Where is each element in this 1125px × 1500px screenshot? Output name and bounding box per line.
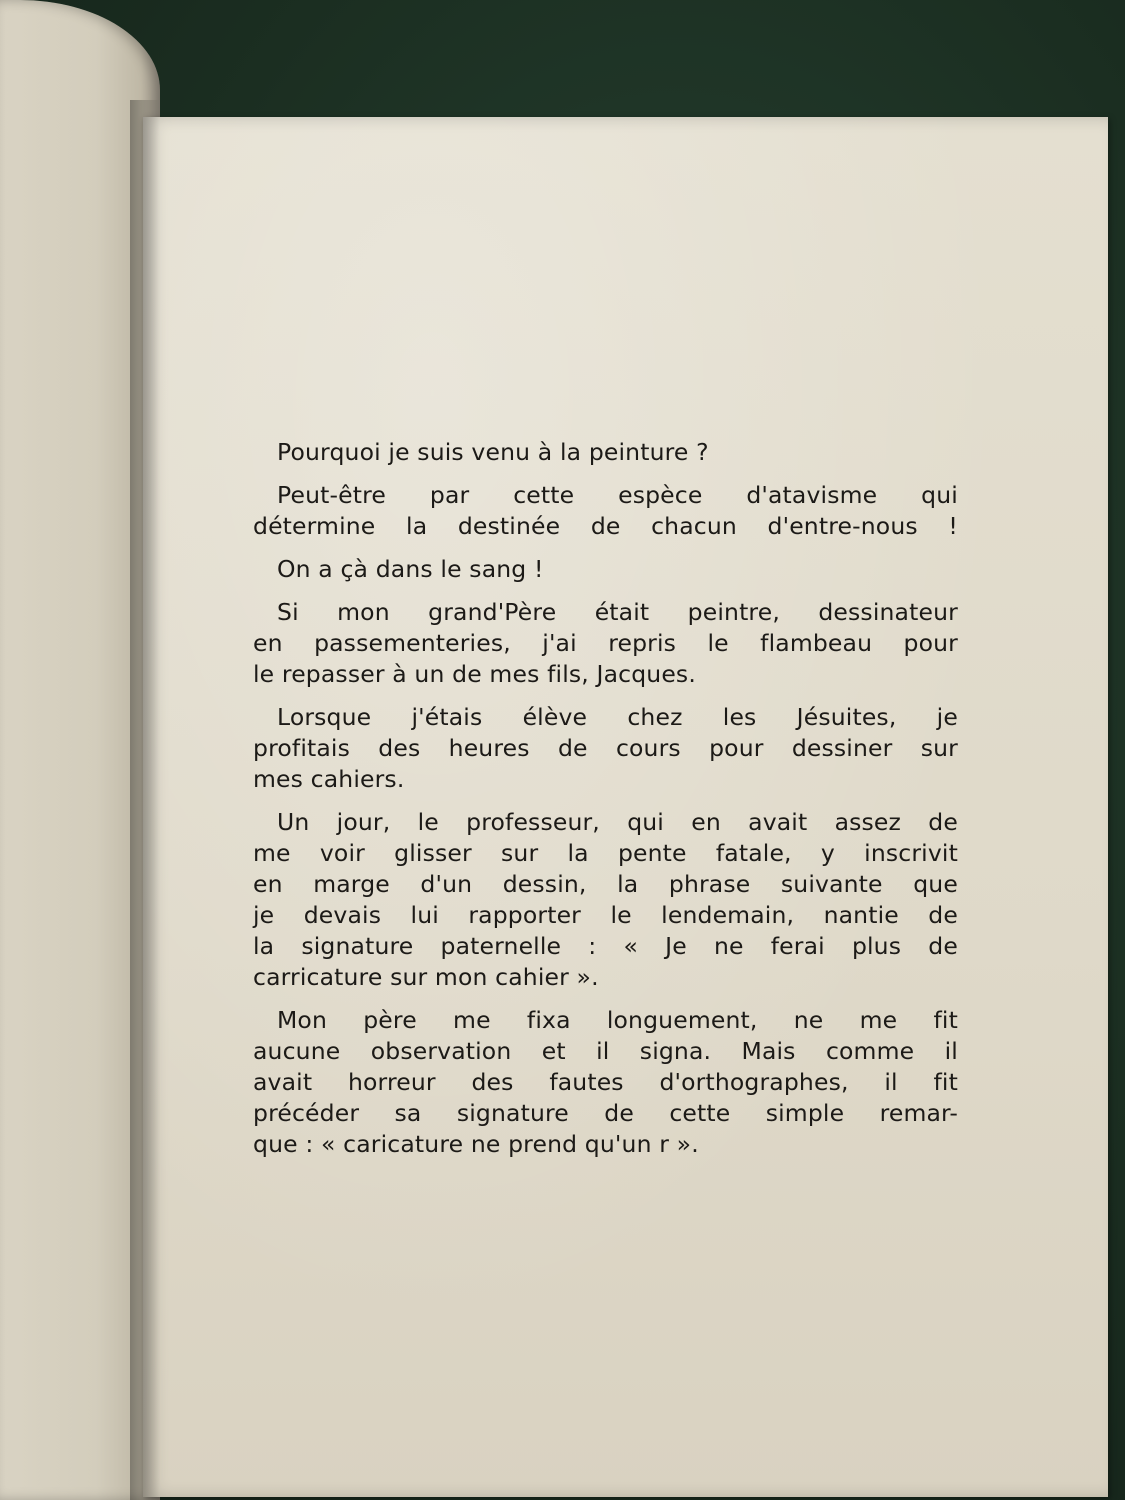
word: me — [859, 1006, 898, 1034]
word: Jésuites, — [796, 703, 897, 731]
text-line: mes cahiers. — [253, 765, 405, 793]
word: plus — [851, 932, 902, 960]
word: je — [936, 703, 958, 731]
word: détermine — [253, 512, 376, 540]
word: comme — [825, 1037, 915, 1065]
word: chacun — [651, 512, 737, 540]
word: professeur, — [466, 808, 600, 836]
word: fixa — [526, 1006, 571, 1034]
word: il — [596, 1037, 610, 1065]
word: peintre, — [687, 598, 780, 626]
paragraph-4 — [253, 597, 958, 690]
word: ne — [713, 932, 744, 960]
word: repris — [608, 629, 677, 657]
word: simple — [765, 1099, 845, 1127]
word: : — [588, 932, 597, 960]
word: des — [471, 1068, 514, 1096]
word: fautes — [549, 1068, 624, 1096]
word: Mon — [277, 1006, 327, 1034]
word: et — [541, 1037, 566, 1065]
text-line: carricature sur mon cahier ». — [253, 963, 599, 991]
word: dessinateur — [818, 598, 958, 626]
word: rapporter — [468, 901, 581, 929]
paragraph-5 — [253, 702, 958, 795]
text-line — [253, 480, 958, 511]
word: destinée — [457, 512, 561, 540]
word: Mais — [741, 1037, 796, 1065]
word: le — [707, 629, 729, 657]
word: pour — [903, 629, 958, 657]
word: Je — [665, 932, 687, 960]
text-line: que : « caricature ne prend qu'un r ». — [253, 1130, 699, 1158]
text-line — [253, 869, 958, 900]
word: glisser — [394, 839, 472, 867]
word: longuement, — [606, 1006, 758, 1034]
text-line — [253, 511, 958, 542]
word: d'un — [420, 870, 473, 898]
word: des — [378, 734, 421, 762]
text-line — [253, 702, 958, 733]
word: cours — [615, 734, 681, 762]
word: ferai — [770, 932, 825, 960]
word: aucune — [253, 1037, 341, 1065]
word: flambeau — [760, 629, 873, 657]
word: assez — [834, 808, 902, 836]
word: pour — [709, 734, 764, 762]
word: la — [406, 512, 428, 540]
word: lui — [410, 901, 439, 929]
word: y — [820, 839, 835, 867]
text-line — [253, 1067, 958, 1098]
word: de — [928, 901, 958, 929]
word: fit — [933, 1068, 958, 1096]
word: jour, — [336, 808, 391, 836]
paragraph-1 — [253, 437, 958, 468]
text-line — [253, 807, 958, 838]
word: ne — [793, 1006, 824, 1034]
word: espèce — [618, 481, 703, 509]
word: de — [557, 734, 588, 762]
word: d'entre-nous — [767, 512, 918, 540]
word: était — [594, 598, 650, 626]
word: ! — [948, 512, 958, 540]
text-line — [253, 1036, 958, 1067]
word: « — [623, 932, 638, 960]
word: suivante — [780, 870, 883, 898]
word: Un — [277, 808, 310, 836]
word: grand'Père — [428, 598, 557, 626]
word: père — [363, 1006, 417, 1034]
word: il — [944, 1037, 958, 1065]
word: heures — [448, 734, 530, 762]
word: en — [253, 870, 283, 898]
word: d'orthographes, — [659, 1068, 849, 1096]
page-gutter-shadow — [130, 100, 160, 1500]
word: les — [722, 703, 757, 731]
word: fatale, — [715, 839, 792, 867]
word: signature — [301, 932, 414, 960]
text-line: On a çà dans le sang ! — [277, 555, 544, 583]
word: dessin, — [502, 870, 587, 898]
page-text — [253, 437, 958, 1172]
word: passementeries, — [314, 629, 511, 657]
text-line — [253, 838, 958, 869]
word: par — [429, 481, 470, 509]
text-line — [253, 628, 958, 659]
word: précéder — [253, 1099, 360, 1127]
book-page — [143, 117, 1108, 1497]
word: remar- — [879, 1099, 958, 1127]
word: avait — [748, 808, 808, 836]
word: de — [590, 512, 621, 540]
word: nantie — [823, 901, 899, 929]
word: paternelle — [440, 932, 562, 960]
word: profitais — [253, 734, 350, 762]
word: signa. — [639, 1037, 712, 1065]
word: marge — [313, 870, 390, 898]
word: pente — [617, 839, 687, 867]
word: que — [913, 870, 958, 898]
paragraph-2 — [253, 480, 958, 542]
word: d'atavisme — [746, 481, 878, 509]
word: inscrivit — [864, 839, 958, 867]
word: le — [610, 901, 632, 929]
word: en — [253, 629, 283, 657]
word: le — [417, 808, 439, 836]
word: qui — [627, 808, 664, 836]
word: élève — [522, 703, 588, 731]
word: horreur — [347, 1068, 436, 1096]
word: qui — [921, 481, 958, 509]
word: dessiner — [791, 734, 893, 762]
word: phrase — [668, 870, 751, 898]
word: lendemain, — [661, 901, 795, 929]
word: sur — [920, 734, 958, 762]
word: il — [884, 1068, 898, 1096]
word: la — [567, 839, 589, 867]
word: devais — [303, 901, 382, 929]
text-line — [253, 597, 958, 628]
word: voir — [319, 839, 365, 867]
text-line — [253, 1098, 958, 1129]
paragraph-7 — [253, 1005, 958, 1160]
word: j'étais — [411, 703, 483, 731]
word: je — [253, 901, 275, 929]
word: de — [604, 1099, 634, 1127]
word: j'ai — [542, 629, 577, 657]
word: signature — [456, 1099, 569, 1127]
text-line — [253, 1005, 958, 1036]
word: en — [691, 808, 721, 836]
word: me — [453, 1006, 491, 1034]
word: chez — [627, 703, 683, 731]
word: la — [253, 932, 275, 960]
word: sa — [394, 1099, 422, 1127]
word: me — [253, 839, 291, 867]
word: cette — [669, 1099, 731, 1127]
word: de — [928, 808, 958, 836]
word: de — [928, 932, 958, 960]
word: fit — [933, 1006, 958, 1034]
word: Lorsque — [277, 703, 372, 731]
text-line: le repasser à un de mes fils, Jacques. — [253, 660, 696, 688]
text-line — [253, 900, 958, 931]
paragraph-3 — [253, 554, 958, 585]
word: sur — [501, 839, 539, 867]
text-line — [253, 733, 958, 764]
text-line: Pourquoi je suis venu à la peinture ? — [277, 438, 709, 466]
paragraph-6 — [253, 807, 958, 993]
word: mon — [337, 598, 390, 626]
text-line — [253, 931, 958, 962]
word: avait — [253, 1068, 313, 1096]
word: Peut-être — [277, 481, 387, 509]
word: Si — [277, 598, 299, 626]
word: la — [617, 870, 639, 898]
word: observation — [370, 1037, 512, 1065]
word: cette — [513, 481, 575, 509]
